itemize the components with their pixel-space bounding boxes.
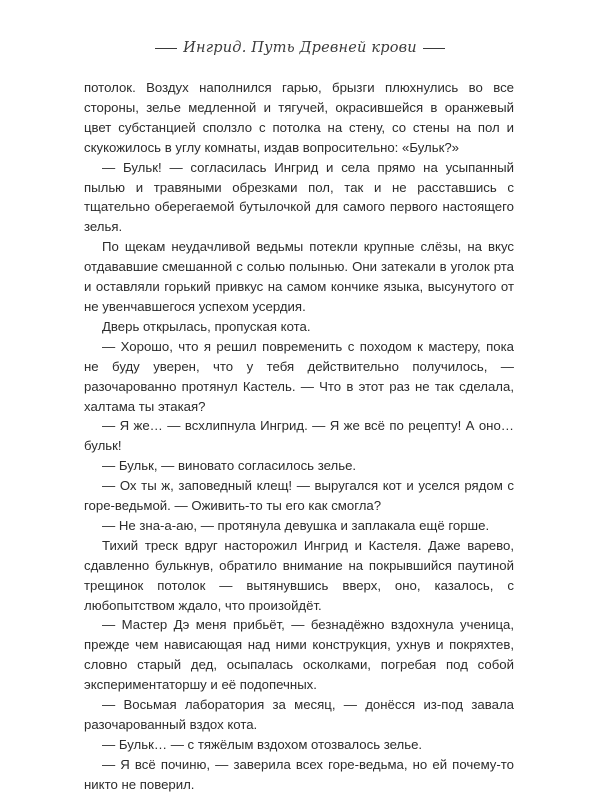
paragraph: — Бульк… — с тяжёлым вздохом отозвалось зелье.	[102, 736, 423, 752]
paragraph: — Восьмая лаборатория за месяц, — донёсся из-под завала разочарованный вздох кота.	[84, 697, 514, 732]
body-text	[84, 78, 514, 795]
paragraph: — Я всё починю, — заверила всех горе-ведьма, но ей почему-то никто не поверил.	[84, 756, 514, 792]
running-head	[0, 40, 600, 56]
paragraph: — Не зна-а-аю, — протянула девушка и заплакала ещё горше.	[102, 517, 490, 533]
paragraph: По щекам неудачливой ведьмы потекли крупные слёзы, на вкус отдававшие смешанной с солью полынью. Они затекали в уголок рта и оставляли горький привкус на самом кончике языка, высунутого от не увенчавшегося успехом усердия.	[84, 239, 514, 314]
header-dash-right	[423, 48, 445, 49]
paragraph: — Бульк! — согласилась Ингрид и села прямо на усыпанный пылью и травяными обрезками пол, так и не расставшись с тщательно оберегаемой бутылочкой для самого первого настоящего зелья.	[84, 159, 514, 235]
running-title: Ингрид. Путь Древней крови	[183, 40, 417, 56]
paragraph: — Ох ты ж, заповедный клещ! — выругался кот и уселся рядом с горе-ведьмой. — Оживить-то ты его как смогла?	[84, 478, 514, 514]
paragraph: — Бульк, — виновато согласилось зелье.	[102, 458, 357, 474]
paragraph: — Хорошо, что я решил повременить с походом к мастеру, пока не буду уверен, что у тебя действительно получилось, — разочарованно протянул Кастель. — Что в этот раз не так сделала, халтама ты этакая?	[84, 338, 514, 414]
paragraph: — Я же… — всхлипнула Ингрид. — Я же всё по рецепту! А оно… бульк!	[84, 418, 514, 454]
header-dash-left	[155, 48, 177, 49]
paragraph: потолок. Воздух наполнился гарью, брызги плюхнулись во все стороны, зелье медленной и тягучей, окрасившейся в оранжевый цвет субстанцией сползло с потолка на стену, со стены на пол и скукожилось в углу комнаты, издав вопросительно: «Бульк?»	[84, 80, 514, 155]
paragraph: Тихий треск вдруг насторожил Ингрид и Кастеля. Даже варево, сдавленно булькнув, обратило внимание на покрывшийся паутиной трещинок потолок — вытянувшись вверх, оно, казалось, с любопытством ждало, что произойдёт.	[84, 537, 514, 613]
paragraph: Дверь открылась, пропуская кота.	[102, 318, 311, 334]
paragraph: — Мастер Дэ меня прибьёт, — безнадёжно вздохнула ученица, прежде чем нависающая над ними конструкция, ухнув и покряхтев, словно старый дед, осыпалась осколками, погребая под собой экспериментаторшу и её подопечных.	[84, 617, 514, 693]
